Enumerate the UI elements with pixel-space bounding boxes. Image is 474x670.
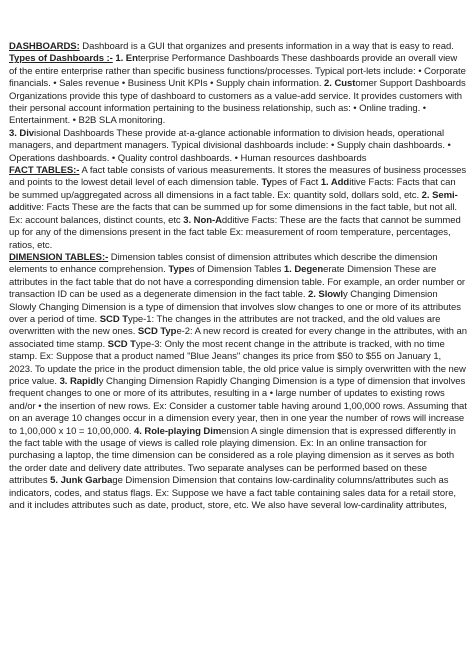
scd-type-3-text: ype-3: Only the most recent change in the attribute is tracked, with no time stamp. Ex: Suppose that a product named "Blue Jeans" changes its price from $50 to $55 on January 1, 2023. To update the price in the product dimension table, the old price value is simply overwritten with the new price value. bbox=[9, 338, 466, 387]
dashboards-section bbox=[9, 41, 467, 165]
dashboard-types-heading: Types of Dashboards :- bbox=[9, 53, 113, 65]
dashboards-intro: Dashboard is a GUI that organizes and presents information in a way that is easy to read. bbox=[79, 41, 454, 52]
dashboard-type-3-number: 3. Div bbox=[9, 127, 35, 139]
dashboards-heading: DASHBOARDS: bbox=[9, 41, 80, 52]
dimension-type-4-number: 4. Role-playing Dim bbox=[134, 425, 222, 437]
document-page bbox=[9, 41, 467, 512]
scd-type-2-bold: SCD Typ bbox=[137, 326, 177, 338]
dashboard-type-1-text: terprise Performance Dashboards These dashboards provide an overall view of the entire enterprise rather than specific business functions/processes. Typical port-lets include: • Corporate financials. • Sales revenue • Business Unit KPIs • Supply chain information. bbox=[9, 53, 466, 90]
dimension-types-text: s of Dimension Tables bbox=[189, 264, 284, 276]
scd-type-3-bold: SCD T bbox=[107, 338, 136, 350]
fact-type-1-number: 1. Add bbox=[320, 177, 350, 189]
dimension-type-5-text: ge Dimension Dimension that contains low-cardinality columns/attributes such as indicators, codes, and status flags. Ex: Suppose we have a fact table containing sales data for a retail store, and it includes attributes such as date, product, store, etc. We also have several low-cardinality attributes, bbox=[9, 475, 457, 512]
scd-type-1-bold: SCD T bbox=[99, 313, 128, 325]
fact-type-1-text: itive Facts: Facts that can be summed up/aggregated across all dimensions in a fact table. Ex: quantity sold, dollars sold, etc. bbox=[9, 177, 456, 201]
fact-tables-intro: A fact table consists of various measurements. It stores the measures of business processes and points to the lowest detail level of each dimension table. bbox=[9, 165, 467, 189]
dimension-type-4-text: ension A single dimension that is expressed differently in the fact table with the usage of views is called role playing dimension. Ex: In an online transaction for purchasing a laptop, the time dimension can be considered as a role playing dimension as it serves as both the order date and delivery date attributes. Two separate analyses can be performed based on these attributes bbox=[9, 425, 456, 487]
dashboard-type-1-number: 1. En bbox=[112, 53, 138, 65]
dimension-tables-section bbox=[9, 252, 467, 513]
dimension-type-3-text: y Changing Dimension Rapidly Changing Dimension is a type of dimension that involves frequent changes to one or more of its attributes, resulting in a • large number of updates to existing rows and/or • the insertion of new rows. Ex: Consider a customer table having around 1,00,000 rows. Assuming that on an average 10 changes occur in a dimension every year, then in one year the number of rows will increase to 1,00,000 x 10 = 10,00,000. bbox=[9, 375, 467, 437]
dashboard-type-2-text: omer Support Dashboards Organizations provide this type of dashboard to customers as a value-add service. It provides customers with their personal account information pertaining to the business relationship, such as: • Online trading. • Entertainment. • B2B SLA monitoring. bbox=[9, 78, 466, 127]
dimension-types-bold: Type bbox=[168, 264, 190, 276]
scd-type-2-text: e-2: A new record is created for every change in the attributes, with an associated time stamp. bbox=[9, 326, 467, 350]
fact-tables-section bbox=[9, 165, 467, 252]
dimension-type-2-number: 2. Slowl bbox=[308, 289, 343, 301]
fact-types-text: pes of Fact bbox=[271, 177, 321, 189]
fact-type-2-number: 2. Semi-a bbox=[9, 189, 458, 214]
dashboard-type-2-number: 2. Cust bbox=[321, 78, 356, 90]
dimension-type-1-number: 1. Degen bbox=[283, 264, 324, 276]
fact-type-2-text: dditive: Facts These are the facts that can be summed up for some dimensions in the fact table, but not all. Ex: account balances, distinct counts, etc bbox=[9, 202, 457, 226]
fact-tables-heading: FACT TABLES:- bbox=[9, 165, 80, 177]
dashboard-type-3-text: isional Dashboards These provide at-a-glance actionable information to division heads, operational managers, and department managers. Typical divisional dashboards include: • Supply chain dashboards. • Operations dashboards. • Quality control dashboards. • Human resources dashboards bbox=[9, 127, 451, 164]
fact-types-bold: Ty bbox=[261, 177, 272, 189]
dimension-tables-intro: Dimension tables consist of dimension attributes which describe the dimension elements to enhance comprehension. bbox=[9, 251, 438, 276]
dimension-type-3-number: 3. Rapidl bbox=[59, 375, 99, 387]
dimension-type-2-text: y Changing Dimension Slowly Changing Dimension is a type of dimension that involves slow changes to one or more of its attributes over a period of time. bbox=[9, 289, 461, 325]
dimension-tables-heading: DIMENSION TABLES:- bbox=[9, 251, 109, 263]
fact-type-3-number: 3. Non-A bbox=[183, 214, 222, 226]
fact-type-3-text: dditive Facts: These are the facts that cannot be summed up for any of the dimensions present in the fact table Ex: measurement of room temperature, percentages, ratios, etc. bbox=[9, 214, 461, 251]
scd-type-1-text: ype-1: The changes in the attributes are not tracked, and the old values are overwritten with the new ones. bbox=[9, 313, 441, 338]
dimension-type-5-number: 5. Junk Garba bbox=[50, 475, 113, 487]
dimension-type-1-text: erate Dimension These are attributes in the fact table that do not have a corresponding dimension table. For example, an order number or transaction ID can be used as a degenerate dimension in the fact table. bbox=[9, 264, 466, 301]
